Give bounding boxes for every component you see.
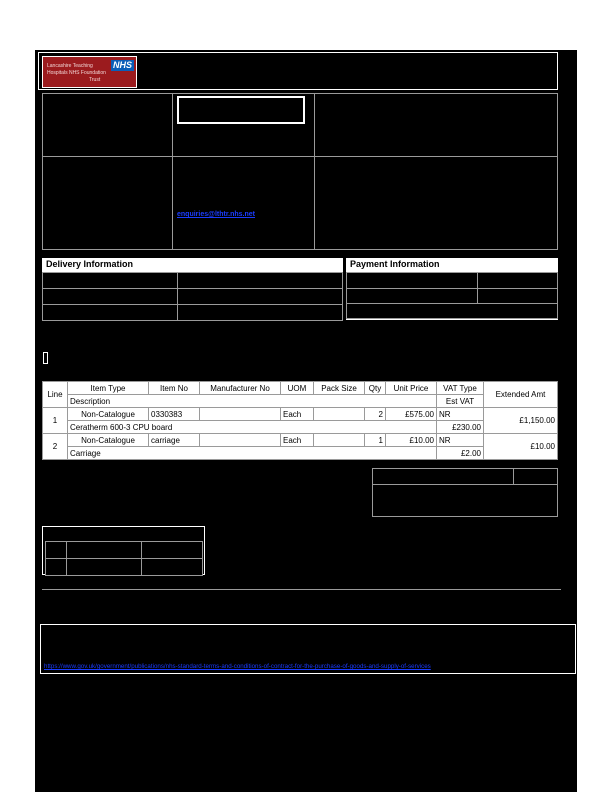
terms-link[interactable]: https://www.gov.uk/government/publications/nhs-standard-terms-and-conditions-of-contract-for-the-purchase-of-goods-and-supply-of-services bbox=[44, 663, 431, 670]
row-description: Carriage bbox=[68, 447, 437, 460]
logo-line-3: Trust bbox=[89, 77, 101, 83]
col-line: Line bbox=[43, 382, 68, 408]
col-pack-size: Pack Size bbox=[314, 382, 365, 395]
col-unit-price: Unit Price bbox=[386, 382, 437, 395]
table-row-description bbox=[43, 421, 558, 434]
table-row bbox=[43, 408, 558, 421]
row-item-no: 0330383 bbox=[149, 408, 200, 421]
row-vat-type: NR bbox=[437, 434, 484, 447]
col-uom: UOM bbox=[281, 382, 314, 395]
col-est-vat: Est VAT bbox=[437, 395, 484, 408]
row-est-vat: £2.00 bbox=[437, 447, 484, 460]
col-manufacturer-no: Manufacturer No bbox=[200, 382, 281, 395]
row-est-vat: £230.00 bbox=[437, 421, 484, 434]
payment-title: Payment Information bbox=[346, 258, 558, 271]
terms-box bbox=[40, 624, 576, 674]
col-item-no: Item No bbox=[149, 382, 200, 395]
row-extended-amt: £10.00 bbox=[484, 434, 558, 460]
section-marker bbox=[43, 352, 48, 364]
separator-line bbox=[42, 589, 561, 590]
po-number-box bbox=[177, 96, 305, 124]
col-item-type: Item Type bbox=[68, 382, 149, 395]
row-qty: 2 bbox=[365, 408, 386, 421]
row-manufacturer-no bbox=[200, 434, 281, 447]
row-description: Ceratherm 600-3 CPU board bbox=[68, 421, 437, 434]
col-description: Description bbox=[68, 395, 437, 408]
row-extended-amt: £1,150.00 bbox=[484, 408, 558, 434]
row-qty: 1 bbox=[365, 434, 386, 447]
table-row-description bbox=[43, 447, 558, 460]
row-line: 1 bbox=[43, 408, 68, 434]
row-vat-type: NR bbox=[437, 408, 484, 421]
row-unit-price: £575.00 bbox=[386, 408, 437, 421]
delivery-panel bbox=[42, 258, 343, 320]
address-grid bbox=[42, 93, 558, 250]
row-item-no: carriage bbox=[149, 434, 200, 447]
supplier-email-link[interactable]: enquiries@lthtr.nhs.net bbox=[177, 211, 256, 218]
nhs-badge: NHS bbox=[112, 60, 132, 70]
row-pack-size bbox=[314, 434, 365, 447]
logo-line-1: Lancashire Teaching bbox=[47, 63, 93, 69]
small-summary-table bbox=[42, 526, 205, 575]
totals-box bbox=[372, 468, 558, 517]
table-row bbox=[43, 434, 558, 447]
row-item-type: Non-Catalogue bbox=[68, 408, 149, 421]
order-items-table bbox=[42, 381, 558, 460]
payment-panel bbox=[346, 258, 558, 320]
logo-line-2: Hospitals NHS Foundation bbox=[47, 70, 106, 76]
delivery-title: Delivery Information bbox=[42, 258, 343, 271]
trust-logo bbox=[42, 56, 137, 88]
col-extended-amt: Extended Amt bbox=[484, 382, 558, 408]
row-unit-price: £10.00 bbox=[386, 434, 437, 447]
row-manufacturer-no bbox=[200, 408, 281, 421]
row-pack-size bbox=[314, 408, 365, 421]
col-qty: Qty bbox=[365, 382, 386, 395]
right-edge-fill bbox=[560, 50, 577, 792]
col-vat-type: VAT Type bbox=[437, 382, 484, 395]
row-line: 2 bbox=[43, 434, 68, 460]
row-item-type: Non-Catalogue bbox=[68, 434, 149, 447]
row-uom: Each bbox=[281, 408, 314, 421]
row-uom: Each bbox=[281, 434, 314, 447]
